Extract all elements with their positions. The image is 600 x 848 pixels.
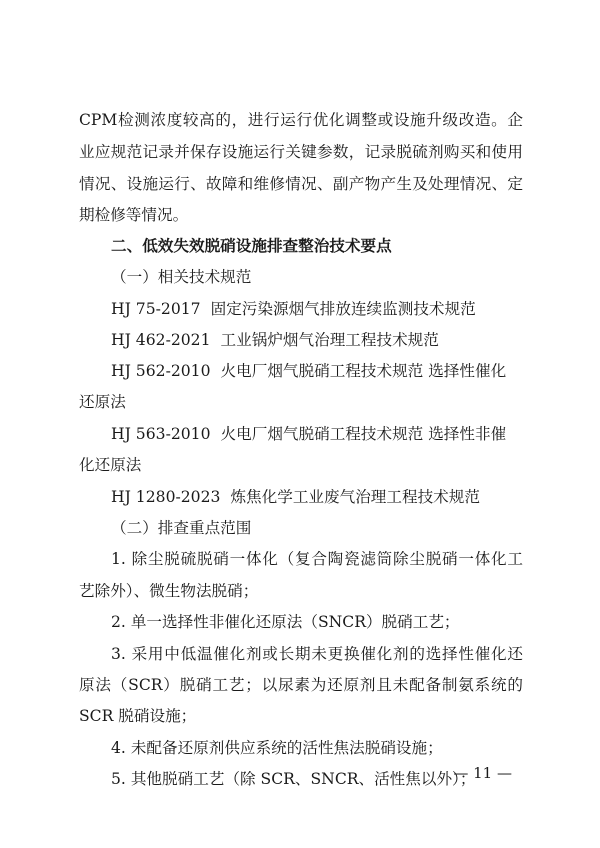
section-heading: 二、低效失效脱硝设施排查整治技术要点 [111, 236, 392, 255]
standard-title-continuation: 还原法 [79, 393, 126, 411]
list-item-line: 2. 单一选择性非催化还原法（SNCR）脱硝工艺； [111, 613, 460, 631]
list-item-line: 3. 采用中低温催化剂或长期未更换催化剂的选择性催化还 [111, 645, 523, 663]
paragraph-line: 期检修等情况。 [79, 206, 189, 224]
standard-title: 炼焦化学工业废气治理工程技术规范 [230, 488, 480, 506]
list-item-line: 4. 未配备还原剂供应系统的活性焦法脱硝设施； [111, 739, 443, 757]
standard-code: HJ 462-2021 [111, 331, 211, 349]
standard-entry [111, 299, 523, 319]
standard-code: HJ 75-2017 [111, 300, 201, 318]
standard-entry [111, 330, 523, 350]
standard-title: 工业锅炉烟气治理工程技术规范 [220, 331, 439, 349]
page-number: — 11 — [453, 764, 512, 782]
standard-entry [111, 487, 523, 507]
standard-code: HJ 562-2010 [111, 362, 211, 380]
list-item-line: 原法（SCR）脱硝工艺；以尿素为还原剂且未配备制氨系统的 [79, 676, 523, 694]
subsection-heading: （二）排查重点范围 [111, 519, 252, 537]
standard-title: 火电厂烟气脱硝工程技术规范 选择性非催 [220, 425, 507, 443]
standard-code: HJ 1280-2023 [111, 488, 221, 506]
standard-title: 火电厂烟气脱硝工程技术规范 选择性催化 [220, 362, 507, 380]
list-item-line: 1. 除尘脱硫脱硝一体化（复合陶瓷滤筒除尘脱硝一体化工 [111, 550, 523, 568]
paragraph-line: 情况、设施运行、故障和维修情况、副产物产生及处理情况、定 [79, 175, 523, 193]
standard-title-continuation: 化还原法 [79, 456, 142, 474]
list-item-line: 5. 其他脱硝工艺（除 SCR、SNCR、活性焦以外）； [111, 770, 476, 788]
standard-code: HJ 563-2010 [111, 425, 211, 443]
list-item-line: SCR 脱硝设施； [79, 707, 197, 725]
standard-entry [111, 424, 523, 444]
paragraph-line: 业应规范记录并保存设施运行关键参数，记录脱硫剂购买和使用 [79, 143, 523, 161]
standard-title: 固定污染源烟气排放连续监测技术规范 [210, 300, 476, 318]
list-item-line: 艺除外）、微生物法脱硝； [79, 582, 259, 600]
standard-entry [111, 361, 523, 381]
subsection-heading: （一）相关技术规范 [111, 268, 252, 286]
paragraph-line: CPM检测浓度较高的，进行运行优化调整或设施升级改造。企 [79, 111, 523, 129]
